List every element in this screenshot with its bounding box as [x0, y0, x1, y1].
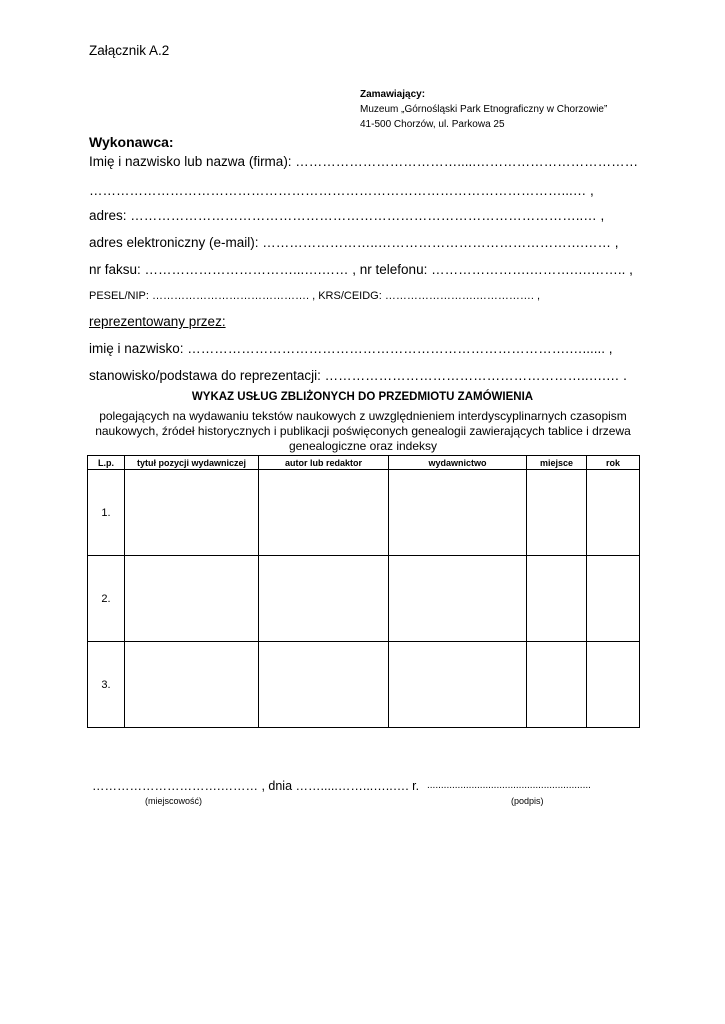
signature-field[interactable]: ...........................................................: [427, 780, 591, 791]
header-author: autor lub redaktor: [259, 456, 389, 470]
list-title: WYKAZ USŁUG ZBLIŻONYCH DO PRZEDMIOTU ZAMÓWIENIA: [191, 391, 534, 403]
table-row: [88, 556, 640, 642]
table-row: [88, 470, 640, 556]
client-name: Muzeum „Górnośląski Park Etnograficzny w Chorzowie”: [360, 104, 608, 115]
cell-place[interactable]: [527, 470, 587, 556]
signature-caption: (podpis): [511, 796, 544, 806]
represented-by-label: reprezentowany przez:: [89, 314, 226, 329]
header-publisher: wydawnictwo: [389, 456, 527, 470]
cell-year[interactable]: [587, 642, 640, 728]
client-block: [360, 87, 607, 132]
representative-position-field[interactable]: stanowisko/podstawa do reprezentacji: …………………………………………………..….… .: [89, 368, 627, 383]
cell-place[interactable]: [527, 556, 587, 642]
client-label: Zamawiający:: [360, 89, 426, 100]
header-title: tytuł pozycji wydawniczej: [125, 456, 259, 470]
table-row: [88, 642, 640, 728]
services-table: [87, 455, 640, 728]
table-header-row: [88, 456, 640, 470]
cell-place[interactable]: [527, 642, 587, 728]
header-lp: L.p.: [88, 456, 125, 470]
list-description: polegających na wydawaniu tekstów naukowych z uwzględnieniem interdyscyplinarnych czasopism naukowych, źródeł historycznych i publikacji poświęconych genealogii zawierających tablice i drzewa genealogiczne oraz indeksy: [95, 409, 631, 453]
cell-author[interactable]: [259, 470, 389, 556]
cell-publisher[interactable]: [389, 642, 527, 728]
cell-year[interactable]: [587, 556, 640, 642]
contractor-name-field[interactable]: Imię i nazwisko lub nazwa (firma): ……………………………….....………………………………: [89, 154, 639, 169]
cell-title[interactable]: [125, 470, 259, 556]
cell-publisher[interactable]: [389, 556, 527, 642]
cell-author[interactable]: [259, 556, 389, 642]
row-number: 3.: [88, 642, 125, 728]
attachment-label: Załącznik A.2: [89, 43, 170, 58]
cell-title[interactable]: [125, 642, 259, 728]
place-date-field[interactable]: ………………………….……… , dnia …….....……...…..…. r.: [92, 779, 420, 793]
representative-name-field[interactable]: imię i nazwisko: ………………………………………………………………………….…...... ,: [89, 341, 613, 356]
header-year: rok: [587, 456, 640, 470]
fax-phone-field[interactable]: nr faksu: ……………………………...….…… , nr telefonu: ………………….……….….…….. ,: [89, 262, 633, 277]
client-address: 41-500 Chorzów, ul. Parkowa 25: [360, 119, 505, 130]
contractor-heading: Wykonawca:: [89, 134, 174, 150]
cell-publisher[interactable]: [389, 470, 527, 556]
place-caption: (miejscowość): [145, 796, 203, 806]
address-field[interactable]: adres: ………………………………………………………………………………………..… ,: [89, 208, 605, 223]
header-place: miejsce: [527, 456, 587, 470]
cell-author[interactable]: [259, 642, 389, 728]
cell-year[interactable]: [587, 470, 640, 556]
cell-title[interactable]: [125, 556, 259, 642]
pesel-krs-field[interactable]: PESEL/NIP: ……………………………………. , KRS/CEIDG: …………………….……………. ,: [89, 290, 541, 302]
row-number: 1.: [88, 470, 125, 556]
row-number: 2.: [88, 556, 125, 642]
contractor-name-continuation[interactable]: ……………………………………………………………………………………………...… ,: [89, 183, 594, 198]
email-field[interactable]: adres elektroniczny (e-mail): ……………………..……………………………………….…… ,: [89, 235, 619, 250]
